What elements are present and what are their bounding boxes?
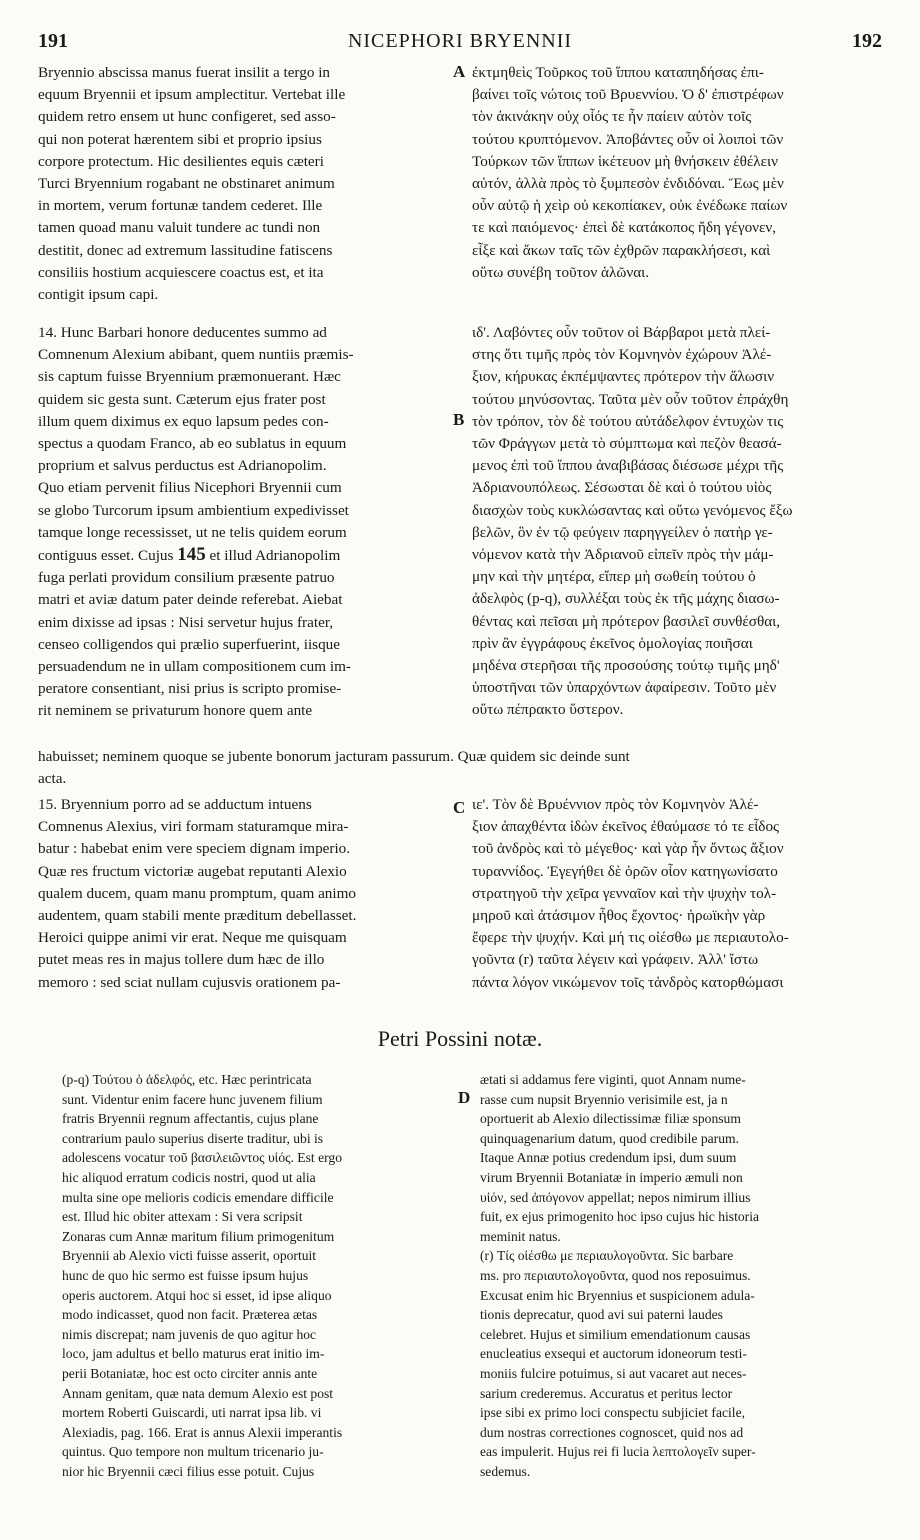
text-line: proprium et salvus perductus est Adrianopolim. bbox=[38, 457, 327, 475]
text-line: fuga perlati providum consilium præsente patruo bbox=[38, 569, 335, 587]
note-line: Itaque Annæ potius credendum ipsi, dum suum bbox=[480, 1150, 737, 1166]
note-line: υἱόν, sed ἀπόγονον appellat; nepos nimirum illius bbox=[480, 1189, 751, 1205]
text-line: qualem ducem, quam manu promptum, quam animo bbox=[38, 884, 357, 902]
margin-marker-d: D bbox=[458, 1088, 471, 1107]
notes-left-column bbox=[62, 1070, 457, 1481]
note-line: virum Bryennii Botaniatæ in imperio æmuli non bbox=[480, 1169, 743, 1185]
text-line: τῶν Φράγγων μετὰ τὸ σύμπτωμα καὶ πεζὸν θεασά- bbox=[472, 435, 782, 453]
text-line: corpore protectum. Hic desilientes equis cæteri bbox=[38, 152, 324, 170]
text-line: Comnenus Alexius, viri formam staturamque mira- bbox=[38, 818, 349, 836]
text-line: destitit, donec ad extremum lassitudine fatiscens bbox=[38, 241, 333, 259]
text-line: στης ὅτι τιμῆς πρὸς τὸν Κομνηνὸν ἐχώρουν Ἀλέ- bbox=[472, 346, 772, 364]
text-line: ιε'. Τὸν δὲ Βρυέννιον πρὸς τὸν Κομνηνὸν Ἀλέ- bbox=[472, 796, 759, 813]
note-line: meminit natus. bbox=[480, 1228, 561, 1244]
text-line: στρατηγοῦ τὴν χεῖρα γενναῖον καὶ τὴν ψυχὴν τολ- bbox=[472, 884, 777, 902]
note-line: Excusat enim hic Bryennius et suspicionem adula- bbox=[480, 1287, 755, 1303]
text-line: Quæ res fructum victoriæ augebat reputanti Alexio bbox=[38, 862, 347, 880]
note-line: mortem Roberti Guiscardi, uti narrat ipsa lib. vi bbox=[62, 1405, 322, 1421]
note-line: quintus. Quo tempore non multum tricenario ju- bbox=[62, 1444, 324, 1460]
running-title: NICEPHORI BRYENNII bbox=[347, 30, 573, 52]
note-line: sunt. Videntur enim facere hunc juvenem filium bbox=[62, 1091, 323, 1107]
text-line: βαίνει τοῖς νώτοις τοῦ Βρυεννίου. Ὁ δ' ἐπιστρέφων bbox=[472, 86, 784, 104]
text-line: putet meas res in majus tollere dum hæc de illo bbox=[38, 951, 325, 969]
note-line: (r) Τίς οἰέσθω με περιαυλογοῦντα. Sic barbare bbox=[480, 1248, 734, 1264]
text-line: τὸν τρόπον, τὸν δὲ τούτου αὐτάδελφον ἐντυχὼν τις bbox=[472, 412, 784, 430]
greek-paragraph-3 bbox=[472, 794, 882, 994]
text-line: tamque longe recessisset, ut ne telis quidem eorum bbox=[38, 523, 347, 541]
note-line: est. Illud hic obiter attexam : Si vera scripsit bbox=[62, 1209, 303, 1225]
greek-paragraph-1 bbox=[472, 62, 882, 284]
note-line: fuit, ex ejus primogenito hoc ipso cujus hic historia bbox=[480, 1209, 760, 1225]
note-line: fratris Bryennii regnum affectantis, cujus plane bbox=[62, 1111, 319, 1127]
margin-marker-a: A bbox=[453, 62, 466, 81]
text-line: spectus a quodam Franco, ab eo sublatus in equum bbox=[38, 435, 347, 453]
text-line: censeo colligendos qui prælio superfuerint, iisque bbox=[38, 635, 340, 653]
note-line: oportuerit ab Alexio dilectissimæ filiæ sponsum bbox=[480, 1111, 741, 1127]
text-line: τούτου μηνύσοντας. Ταῦτα μὲν οὖν τοῦτον ἐπράχθη bbox=[472, 390, 789, 408]
text-line: peratore consentiant, nisi prius is scripto promise- bbox=[38, 680, 342, 698]
text-line: in mortem, verum fortunæ tandem cederet. Ille bbox=[38, 197, 323, 215]
greek-paragraph-2 bbox=[472, 322, 882, 722]
text-fragment: et illud Adrianopolim bbox=[205, 547, 341, 565]
text-line: equum Bryennii et ipsum amplectitur. Vertebat ille bbox=[38, 86, 346, 104]
note-line: celebret. Hujus et similium emendationum causas bbox=[480, 1326, 751, 1342]
note-line: Bryennii ab Alexio victi fuisse asserit, oportuit bbox=[62, 1248, 317, 1264]
note-line: rasse cum nupsit Bryennio verisimile est, ja n bbox=[480, 1091, 728, 1107]
left-page-number: 191 bbox=[38, 30, 68, 52]
text-line: rit neminem se privaturum honore quem ante bbox=[38, 702, 313, 720]
text-line: Bryennio abscissa manus fuerat insilit a tergo in bbox=[38, 64, 331, 81]
text-line: sis captum fuisse Bryennium præmonuerant. Hæc bbox=[38, 368, 341, 386]
text-line: μην καὶ τὴν μητέρα, εἴπερ μὴ σωθείη τούτου ὁ bbox=[472, 568, 756, 586]
text-line: habuisset; neminem quoque se jubente bonorum jacturam passurum. Quæ quidem sic deinde sunt bbox=[38, 748, 630, 765]
text-line: ἔφερε τὴν ψυχήν. Καὶ μή τις οἰέσθω με περιαυτολο- bbox=[472, 929, 789, 947]
text-line: Quo etiam pervenit filius Nicephori Bryennii cum bbox=[38, 479, 342, 497]
note-line: tionis deprecatur, quod avi sui paterni laudes bbox=[480, 1307, 723, 1323]
edition-page-number: 145 bbox=[177, 544, 206, 566]
notes-right-column bbox=[480, 1070, 880, 1481]
text-line: τυραννίδος. Ἐγεγήθει δὲ ὁρῶν οἷον κατηγωνίσατο bbox=[472, 862, 778, 880]
note-line: eas impulerit. Hujus rei fi lucia λεπτολογεῖν super- bbox=[480, 1444, 756, 1460]
text-line: μηδένα στερῆσαι τῆς προσούσης τούτῳ τιμῆς μηδ' bbox=[472, 657, 780, 675]
note-line: enucleatius exsequi et auctorum idoneorum testi- bbox=[480, 1346, 747, 1362]
text-line: Comnenum Alexium abibant, quem nuntiis præmis- bbox=[38, 346, 354, 364]
text-line: quidem retro ensem ut hunc configeret, sed asso- bbox=[38, 108, 336, 126]
note-line: hunc de quo hic sermo est fuisse ipsum hujus bbox=[62, 1267, 309, 1283]
text-line: θέντας καὶ πεῖσαι μὴ πρότερον βασιλεῖ συνθέσθαι, bbox=[472, 612, 781, 630]
text-line: consiliis hostium acquiescere coactus est, et ita bbox=[38, 263, 324, 281]
full-width-lines bbox=[38, 746, 880, 790]
note-line: contrarium paulo superius diserte traditur, ubi is bbox=[62, 1130, 324, 1146]
latin-paragraph-1 bbox=[38, 62, 448, 306]
note-line: dum nostras correctiones cognoscet, quid nos ad bbox=[480, 1424, 744, 1440]
latin-paragraph-2 bbox=[38, 322, 448, 723]
text-line: ὑποστῆναι τῶν ὑπαρχόντων ἀφαίρεσιν. Τοῦτο μὲν bbox=[472, 679, 777, 697]
text-line: Heroici quippe animi vir erat. Neque me quisquam bbox=[38, 929, 347, 947]
text-line: πάντα λόγον νικώμενον τοῖς τἀνδρὸς κατορθώμασι bbox=[472, 973, 784, 991]
text-line: ιδ'. Λαβόντες οὖν τοῦτον οἱ Βάρβαροι μετὰ πλεί- bbox=[472, 324, 771, 341]
note-line: Annam genitam, quæ nata demum Alexio est post bbox=[62, 1385, 334, 1401]
text-line: τούτου κρυπτόμενον. Ἀποβάντες οὖν οἱ λοιποὶ τῶν bbox=[472, 130, 784, 148]
text-line: quidem sic gesta sunt. Cæterum ejus frater post bbox=[38, 390, 326, 408]
text-line: enim dixisse ad ipsas : Nisi servetur hujus frater, bbox=[38, 613, 334, 631]
text-line: matri et aviæ datum pater deinde referebat. Aiebat bbox=[38, 591, 343, 609]
text-line: batur : habebat enim vere speciem dignam imperio. bbox=[38, 840, 351, 858]
note-line: ms. pro περιαυτολογοῦντα, quod nos reposuimus. bbox=[480, 1267, 751, 1283]
text-line: 14. Hunc Barbari honore deducentes summo ad bbox=[38, 324, 327, 341]
text-line: αὐτόν, ἀλλὰ πρὸς τὸ ξυμπεσὸν ἐνδιδόναι. Ἕως μὲν bbox=[472, 175, 784, 193]
note-line: loco, jam adultus et bello maturus erat initio im- bbox=[62, 1346, 325, 1362]
text-line: νόμενον κατὰ τὴν Ἀδριανοῦ εἰπεῖν πρὸς τὴν μάμ- bbox=[472, 546, 774, 564]
note-line: Zonaras cum Annæ maritum filium primogenitum bbox=[62, 1228, 335, 1244]
text-line: illum quem diximus ex equo lapsum pedes con- bbox=[38, 412, 329, 430]
note-line: moniis fulcire potuimus, si aut vacaret aut neces- bbox=[480, 1365, 747, 1381]
note-line: sedemus. bbox=[480, 1463, 531, 1479]
text-line: Ἀδριανουπόλεως. Σέσωσται δὲ καὶ ὁ τούτου υἱὸς bbox=[472, 479, 772, 497]
text-line: Τούρκων τῶν ἵππων ἱκέτευον μὴ θνήσκειν ἐθέλειν bbox=[472, 152, 778, 170]
note-line: ætati si addamus fere viginti, quot Annam nume- bbox=[480, 1072, 746, 1087]
text-line bbox=[38, 544, 448, 567]
text-line: πρὶν ἂν ἐγγράφους ἐκεῖνος ὁμολογίας ποιῆσαι bbox=[472, 634, 753, 652]
text-line: ἀδελφὸς (p-q), συλλέξαι τοὺς ἐκ τῆς μάχης διασω- bbox=[472, 590, 780, 608]
text-line: audentem, quam stabili mente præditum debellasset. bbox=[38, 907, 357, 925]
note-line: nimis discrepat; nam juvenis de quo agitur hoc bbox=[62, 1326, 317, 1342]
text-line: acta. bbox=[38, 770, 67, 788]
text-line: οὕτω πέπρακτο ὕστερον. bbox=[472, 701, 624, 719]
right-page-number: 192 bbox=[852, 30, 882, 52]
margin-marker-c: C bbox=[453, 798, 466, 817]
text-line: contigit ipsum capi. bbox=[38, 286, 159, 304]
note-line: hic aliquod erratum codicis nostri, quod ut alia bbox=[62, 1169, 316, 1185]
text-line: Turci Bryennium rogabant ne obstinaret animum bbox=[38, 175, 335, 193]
text-line: εἶξε καὶ ἄκων ταῖς τῶν ἐχθρῶν παρακλήσεσι, καὶ bbox=[472, 241, 771, 259]
note-line: operis auctorem. Atqui hoc si esset, id ipse aliquo bbox=[62, 1287, 332, 1303]
text-line: γοῦντα (r) ταῦτα λέγειν καὶ γράφειν. Ἀλλ' ἴστω bbox=[472, 951, 759, 969]
note-line: ipse sibi ex primo loci conspectu subjiciet facile, bbox=[480, 1405, 746, 1421]
text-line: μενος ἐπὶ τοῦ ἵππου ἀναβιβάσας διέσωσε μέχρι τῆς bbox=[472, 457, 784, 475]
text-line: tamen quoad manu valuit tundere ac tundi non bbox=[38, 219, 321, 237]
note-line: (p-q) Τούτου ὁ ἀδελφός, etc. Hæc perintricata bbox=[62, 1072, 312, 1087]
margin-marker-b: B bbox=[453, 410, 465, 429]
note-line: perii Botaniatæ, hoc est octo circiter annis ante bbox=[62, 1365, 318, 1381]
text-fragment: contiguus esset. Cujus bbox=[38, 547, 174, 565]
text-line: memoro : sed sciat nullam cujusvis orationem pa- bbox=[38, 973, 341, 991]
text-line: ξιον, κήρυκας ἐκπέμψαντες πρότερον τὴν ἅλωσιν bbox=[472, 368, 775, 386]
note-line: Alexiadis, pag. 166. Erat is annus Alexii imperantis bbox=[62, 1424, 343, 1440]
text-line: τοῦ ἀνδρὸς καὶ τὸ μέγεθος· καὶ γὰρ ἦν ὄντως ἄξιον bbox=[472, 840, 784, 858]
text-line: 15. Bryennium porro ad se adductum intuens bbox=[38, 796, 312, 813]
note-line: multa sine ope melioris codicis emendare difficile bbox=[62, 1189, 334, 1205]
text-line: διασχὼν τοὺς κυκλώσαντας καὶ οὕτω γενόμενος ἔξω bbox=[472, 501, 793, 519]
note-line: quinquagenarium datum, quod credibile parum. bbox=[480, 1130, 739, 1146]
text-line: qui non poterat hærentem sibi et proprio ipsius bbox=[38, 130, 322, 148]
text-line: ἐκτμηθεὶς Τοῦρκος τοῦ ἵππου καταπηδήσας ἐπι- bbox=[472, 64, 764, 81]
text-line: μηροῦ καὶ ἀτάσιμον ἦθος ἔχοντος· ἡρωϊκὴν γὰρ bbox=[472, 907, 766, 925]
note-line: adolescens vocatur τοῦ βασιλειῶντος υἱός. Est ergo bbox=[62, 1150, 342, 1166]
text-line: persuadendum ne in ullam compositionem cum im- bbox=[38, 658, 351, 676]
text-line: τὸν ἀκινάκην οὐχ οἷός τε ἦν παίειν αὐτὸν τοῖς bbox=[472, 108, 752, 126]
text-line: ξιον ἀπαχθέντα ἰδὼν ἐκεῖνος ἐθαύμασε τό τε εἶδος bbox=[472, 818, 780, 836]
notes-heading: Petri Possini notæ. bbox=[377, 1026, 543, 1051]
note-line: sarium crederemus. Accuratus et peritus lector bbox=[480, 1385, 733, 1401]
note-line: nior hic Bryennii cæci filius esse potuit. Cujus bbox=[62, 1463, 315, 1479]
text-line: τε καὶ παιόμενος· ἐπεὶ δὲ κατάκοπος ἤδη γέγονεν, bbox=[472, 219, 777, 237]
note-line: modo indicasset, quod non facit. Præterea ætas bbox=[62, 1307, 318, 1323]
text-line: βελῶν, ὃν ἐν τῷ φεύγειν παρηγγείλεν ὁ πατὴρ γε- bbox=[472, 523, 773, 541]
text-line: οὕτω συνέβη τοῦτον ἁλῶναι. bbox=[472, 263, 650, 281]
text-line: se globo Turcorum ipsum ambientium expedivisset bbox=[38, 501, 349, 519]
text-line: οὖν αὐτῷ ἡ χεὶρ οὐ κεκοπίακεν, οὐκ ἐνέδωκε παίων bbox=[472, 197, 788, 215]
latin-paragraph-3 bbox=[38, 794, 448, 994]
